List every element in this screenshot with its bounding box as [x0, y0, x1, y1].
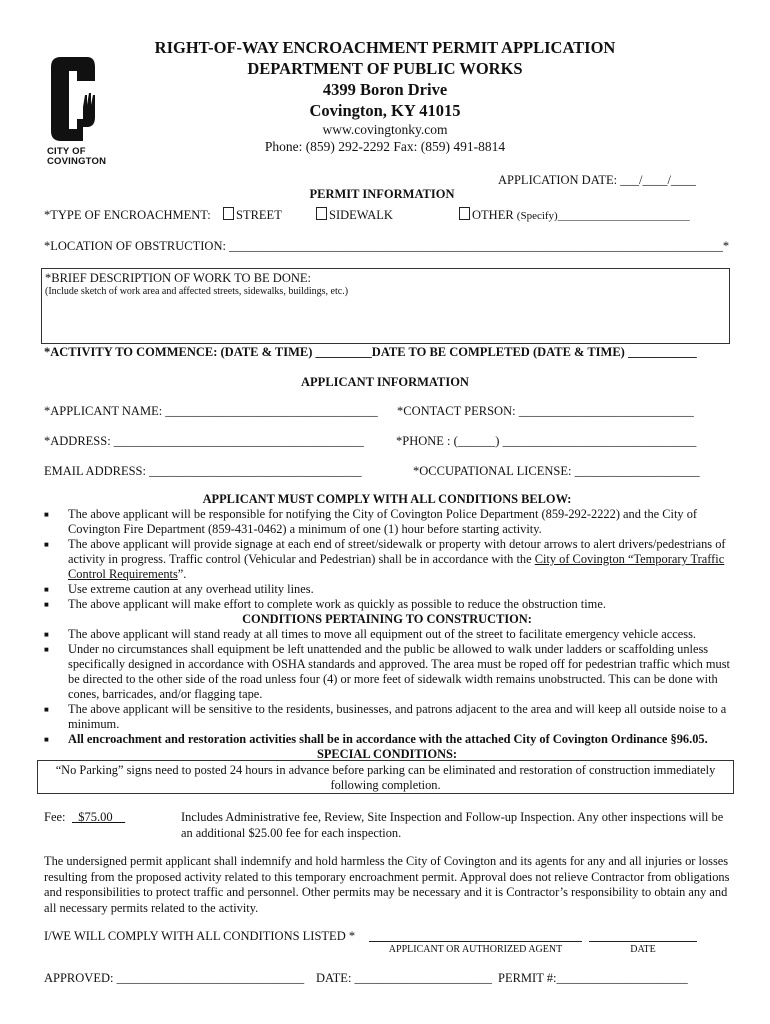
comply-statement: I/WE WILL COMPLY WITH ALL CONDITIONS LISTED *: [44, 929, 356, 943]
signature-date-line[interactable]: [589, 941, 697, 942]
list-item: ■ The above applicant will stand ready at all times to move all equipment out of the street to facilitate emergency vehicle access.: [44, 627, 697, 641]
city-address: Covington, KY 41015: [309, 101, 461, 120]
list-item: ■ The above applicant will be responsible for notifying the City of Covington Police Department (859-292-2222) and the City of Covington Fire Department (859-431-0462) a minimum of one (1) hour before starting activity.: [44, 507, 698, 536]
street-checkbox[interactable]: [223, 207, 234, 220]
conditions-section: [44, 492, 730, 762]
traffic-control-link[interactable]: City of Covington “Temporary Traffic Control Requirements: [68, 552, 725, 581]
approval-date-field[interactable]: DATE: ______________________: [316, 971, 493, 985]
sidewalk-checkbox[interactable]: [316, 207, 327, 220]
encroachment-type-label: *TYPE OF ENCROACHMENT:: [44, 208, 211, 222]
other-specify-field[interactable]: (Specify)________________________: [516, 210, 690, 222]
application-date-field[interactable]: APPLICATION DATE: ___/____/____: [498, 173, 696, 187]
address-field[interactable]: *ADDRESS: ________________________________________: [44, 434, 364, 448]
indemnity-paragraph: The undersigned permit applicant shall indemnify and hold harmless the City of Covington and its agents for any and all injuries or losses resulting from the proposed activity related to this temporary encroachment permit. Approval does not relieve Contractor from obligations and responsibilities to protect traffic and personnel. Other permits may be necessary and it is Contractor’s responsibility to obtain any and all necessary permits related to the activity.: [44, 854, 730, 915]
list-item: ■ Under no circumstances shall equipment be left unattended and the public be allowed to walk under ladders or scaffolding unless specifically designed in accordance with OSHA standards and approved. The area must be roped off for pedestrian traffic which must be directed to the other side of the road unless four (4) or more feet of sidewalk width remains unobstructed. This can be done with cones, barricades, and/or flagging tape.: [44, 642, 730, 701]
work-description-label: *BRIEF DESCRIPTION OF WORK TO BE DONE:: [45, 271, 311, 285]
activity-dates-field[interactable]: *ACTIVITY TO COMMENCE: (DATE & TIME) _________DATE TO BE COMPLETED (DATE & TIME) ___________: [44, 345, 697, 359]
permit-number-field[interactable]: PERMIT #:_____________________: [498, 971, 688, 985]
fee-label: Fee:: [44, 810, 66, 824]
agent-caption: APPLICANT OR AUTHORIZED AGENT: [388, 944, 563, 955]
list-item: ■ The above applicant will make effort to complete work as quickly as possible to reduce the obstruction time.: [44, 597, 606, 611]
other-checkbox[interactable]: [459, 207, 470, 220]
location-of-obstruction-field[interactable]: *LOCATION OF OBSTRUCTION: _______________________________________________________________________________*: [44, 239, 730, 253]
form-title: RIGHT-OF-WAY ENCROACHMENT PERMIT APPLICATION: [154, 38, 616, 57]
fee-amount: $75.00: [72, 810, 126, 824]
logo-text: CITY OF COVINGTON: [47, 146, 107, 167]
other-option[interactable]: OTHER (Specify)________________________: [459, 207, 690, 223]
work-description-box[interactable]: [41, 268, 730, 344]
website: www.covingtonky.com: [322, 122, 448, 137]
phone-field[interactable]: *PHONE : (______) _______________________________: [396, 434, 697, 448]
date-caption: DATE: [630, 944, 656, 955]
occupational-license-field[interactable]: *OCCUPATIONAL LICENSE: ____________________: [413, 464, 700, 478]
contact-person-field[interactable]: *CONTACT PERSON: ____________________________: [397, 404, 694, 418]
phone-fax: Phone: (859) 292-2292 Fax: (859) 491-8814: [264, 139, 506, 154]
list-item: ■ Use extreme caution at any overhead utility lines.: [44, 582, 314, 596]
fee-note: Includes Administrative fee, Review, Site Inspection and Follow-up Inspection. Any other inspections will be an additional $25.00 fee for each inspection.: [181, 810, 724, 840]
email-field[interactable]: EMAIL ADDRESS: __________________________________: [44, 464, 362, 478]
agent-signature-line[interactable]: [369, 941, 582, 942]
permit-info-heading: PERMIT INFORMATION: [309, 187, 455, 201]
sidewalk-option[interactable]: SIDEWALK: [316, 207, 393, 223]
applicant-name-field[interactable]: *APPLICANT NAME: __________________________________: [44, 404, 378, 418]
approved-field[interactable]: APPROVED: ______________________________: [44, 971, 305, 985]
special-conditions-box: [37, 760, 734, 794]
special-conditions-heading: SPECIAL CONDITIONS:: [316, 747, 458, 761]
work-description-hint: (Include sketch of work area and affected streets, sidewalks, buildings, etc.): [45, 286, 349, 297]
list-item: ■ The above applicant will provide signage at each end of street/sidewalk or property with detour arrows to alert drivers/pedestrians of activity in progress. Traffic control (Vehicular and Pedestrian) shall be in accordance with the City of Covington “Temporary Traffic Control Requirements”.: [44, 537, 726, 581]
construction-heading: CONDITIONS PERTAINING TO CONSTRUCTION:: [242, 612, 532, 626]
special-conditions-text: “No Parking” signs need to posted 24 hours in advance before parking can be eliminated and restoration of construction immediately following completion.: [55, 763, 716, 792]
street-option[interactable]: STREET: [223, 207, 282, 223]
street-address: 4399 Boron Drive: [322, 80, 448, 99]
list-item: ■ The above applicant will be sensitive to the residents, businesses, and patrons adjacent to the area and will keep all outside noise to a minimum.: [44, 702, 727, 731]
comply-heading: APPLICANT MUST COMPLY WITH ALL CONDITIONS BELOW:: [202, 492, 572, 506]
applicant-info-heading: APPLICANT INFORMATION: [301, 375, 469, 389]
department-name: DEPARTMENT OF PUBLIC WORKS: [247, 59, 523, 78]
list-item: ■ All encroachment and restoration activities shall be in accordance with the attached City of Covington Ordinance §96.05.: [44, 732, 708, 746]
